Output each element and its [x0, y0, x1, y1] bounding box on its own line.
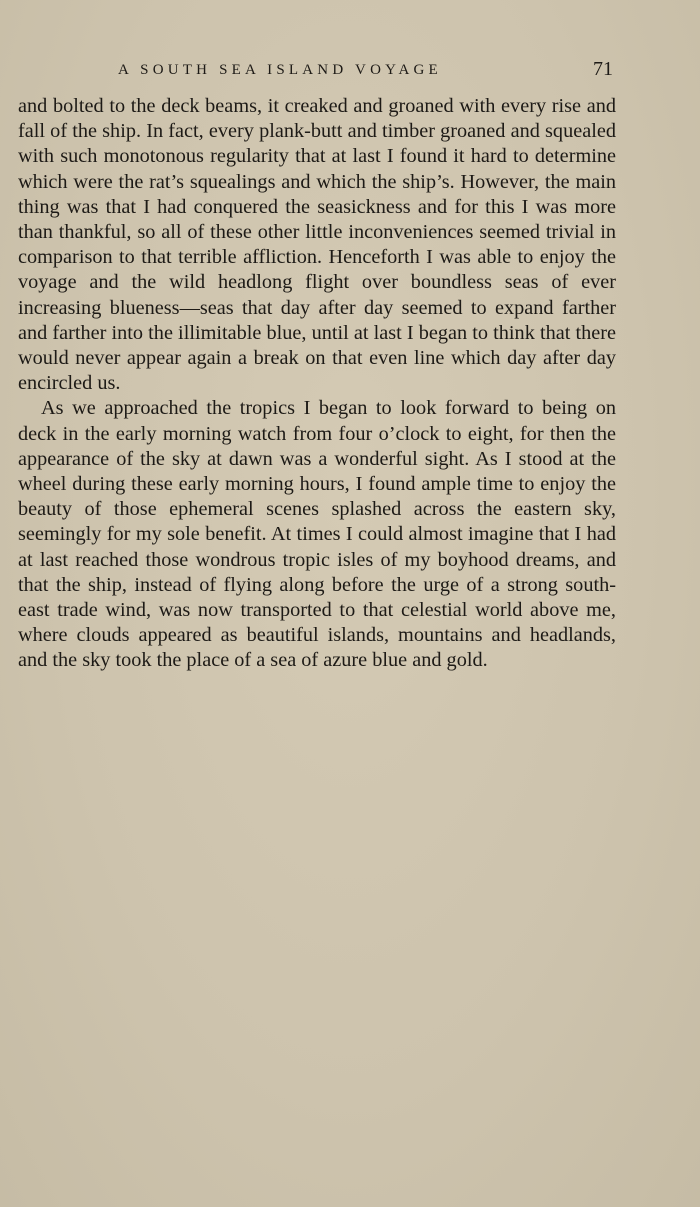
paragraph-continued: and bolted to the deck beams, it creaked and groaned with every rise and fall of the ship. In fact, every plank-butt and timber groaned and squealed with such monotonous regularity that at last I found it hard to determine which were the rat’s squealings and which the ship’s. However, the main thing was that I had conquered the seasickness and for this I was more than thankful, so all of these other little inconveniences seemed trivial in comparison to that terrible affliction. Henceforth I was able to enjoy the voyage and the wild headlong flight over boundless seas of ever increasing blueness—seas that day after day seemed to expand farther and farther into the illimitable blue, until at last I began to think that there would never appear again a break on that even line which day after day encircled us.: [18, 95, 616, 395]
running-title: A SOUTH SEA ISLAND VOYAGE: [118, 62, 442, 78]
paragraph: As we approached the tropics I began to look forward to being on deck in the early morning watch from four o’clock to eight, for then the appearance of the sky at dawn was a wonderful sight. As I stood at the wheel during these early morning hours, I found ample time to enjoy the beauty of those ephemeral scenes splashed across the eastern sky, seemingly for my sole benefit. At times I could almost imagine that I had at last reached those wondrous tropic isles of my boyhood dreams, and that the ship, instead of flying along before the urge of a strong south-east trade wind, was now transported to that celestial world above me, where clouds appeared as beautiful islands, mountains and headlands, and the sky took the place of a sea of azure blue and gold.: [18, 397, 616, 672]
page-number: 71: [593, 58, 613, 80]
running-head: [18, 58, 616, 82]
body-text: [18, 94, 616, 674]
